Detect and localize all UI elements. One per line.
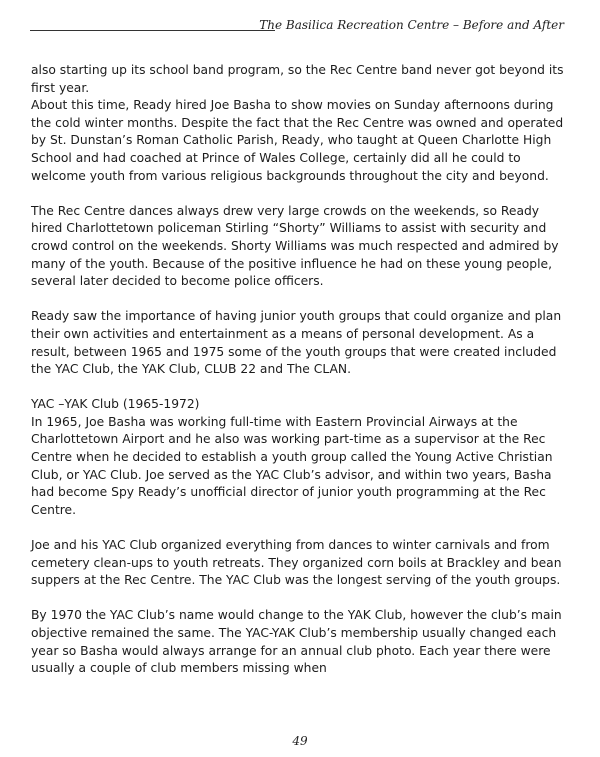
paragraph: also starting up its school band program, so the Rec Centre band never got beyond its first year.: [31, 63, 564, 95]
paragraph: Joe and his YAC Club organized everything from dances to winter carnivals and from cemetery clean-ups to youth retreats. They organized corn boils at Brackley and bean suppers at the Rec Centre. The YAC Club was the longest serving of the youth groups.: [31, 538, 562, 588]
paragraph: Ready saw the importance of having junior youth groups that could organize and plan their own activities and entertainment as a means of personal development. As a result, between 1965 and 1975 some of the youth groups that were created included the YAC Club, the YAK Club, CLUB 22 and The CLAN.: [31, 309, 562, 377]
page-number: 49: [292, 734, 308, 748]
paragraph: About this time, Ready hired Joe Basha to show movies on Sunday afternoons during the cold winter months. Despite the fact that the Rec Centre was owned and operated by St. Dunstan’s Roman Catholic Parish, Ready, who taught at Queen Charlotte High School and had coached at Prince of Wales College, certainly did all he could to welcome youth from various religious backgrounds throughout the city and beyond.: [31, 98, 564, 183]
header-title: The Basilica Recreation Centre – Before and After: [259, 18, 564, 32]
section-heading: YAC –YAK Club (1965-1972): [31, 397, 200, 412]
running-header: [30, 18, 564, 40]
paragraph: By 1970 the YAC Club’s name would change to the YAK Club, however the club’s main objective remained the same. The YAC-YAK Club’s membership usually changed each year so Basha would always arrange for an annual club photo. Each year there were usually a couple of club members missing when: [31, 608, 562, 676]
paragraph: The Rec Centre dances always drew very large crowds on the weekends, so Ready hired Charlottetown policeman Stirling “Shorty” Williams to assist with security and crowd control on the weekends. Shorty Williams was much respected and admired by many of the youth. Because of the positive influence he had on these young people, several later decided to become police officers.: [31, 203, 559, 289]
body-text: [31, 62, 569, 678]
header-rule: [30, 30, 275, 31]
paragraph: In 1965, Joe Basha was working full-time with Eastern Provincial Airways at the Charlottetown Airport and he also was working part-time as a supervisor at the Rec Centre when he decided to establish a youth group called the Young Active Christian Club, or YAC Club. Joe served as the YAC Club’s advisor, and within two years, Basha had become Spy Ready’s unofficial director of junior youth programming at the Rec Centre.: [31, 414, 553, 517]
